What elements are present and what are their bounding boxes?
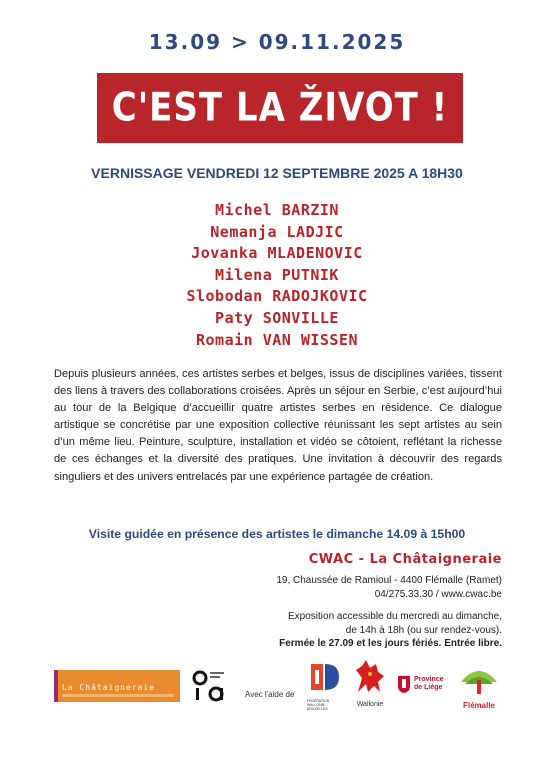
wallonie-label: Wallonie: [356, 701, 384, 708]
hours-line-1: Exposition accessible du mercredi au dimanche,: [288, 611, 502, 622]
hours-line-2: de 14h à 18h (ou sur rendez-vous).: [345, 624, 502, 636]
artist-name: Jovanka MLADENOVIC: [191, 244, 363, 263]
support-label: Avec l'aide de: [245, 690, 295, 699]
province-de-liege-logo: [396, 670, 452, 700]
fwb-label: FÉDÉRATION WALLONIE-BRUXELLES: [307, 699, 330, 711]
chataigneraie-logo: [54, 670, 180, 702]
artist-name: Slobodan RADOJKOVIC: [186, 287, 368, 306]
description-paragraph: Depuis plusieurs années, ces artistes serbes et belges, issus de disciplines variées, tissent des liens à travers des collaborations croisées. Après un séjour en Serbie, c’est aujourd’hui au tour de la Belgique d’accueillir quatre artistes serbes en résidence. Ce dialogue artistique se concrétise par une exposition collective réunissant les sept artistes au sein d’un même lieu. Peinture, sculpture, installation et vidéo se côtoient, reflétant la richesse de ces échanges et la diversité des pratiques. Une invitation à découvrir des regards singuliers et des univers entrelacés par une expérience partagée de création.: [54, 368, 502, 483]
exhibition-title: C'EST LA ŽIVOT !: [111, 85, 449, 131]
chataigneraie-logo-text: La Châtaigneraie: [62, 683, 156, 692]
artist-name: Nemanja LADJIC: [210, 222, 344, 241]
artist-name: Paty SONVILLE: [215, 308, 339, 327]
artist-name: Romain VAN WISSEN: [195, 330, 359, 349]
venue-address-block: [276, 574, 502, 601]
artist-name: Milena PUTNIK: [215, 265, 339, 284]
liege-label: Province de Liège: [414, 676, 444, 691]
venue-address: 19, Chaussée de Ramioul - 4400 Flémalle (Ramet): [276, 575, 502, 586]
exhibition-dates: 13.09 > 09.11.2025: [148, 30, 406, 54]
venue-name: CWAC - La Châtaigneraie: [308, 552, 502, 567]
venue-contact: 04/275.33.30 / www.cwac.be: [374, 588, 502, 600]
ola-logo: [192, 668, 238, 702]
wallonie-logo: [350, 658, 390, 708]
vernissage-line: VERNISSAGE VENDREDI 12 SEPTEMBRE 2025 A 18H30: [91, 165, 463, 181]
artist-list: [0, 200, 554, 351]
title-banner: [97, 73, 463, 143]
federation-wallonie-bruxelles-logo: [307, 660, 343, 711]
flemalle-label: Flémalle: [462, 701, 495, 710]
guided-visit-line: Visite guidée en présence des artistes le dimanche 14.09 à 15h00: [88, 527, 466, 541]
closing-note: Fermée le 27.09 et les jours fériés. Entrée libre.: [279, 638, 502, 649]
flemalle-logo: [457, 660, 501, 708]
artist-name: Michel BARZIN: [215, 201, 339, 219]
opening-hours-block: [279, 610, 502, 651]
